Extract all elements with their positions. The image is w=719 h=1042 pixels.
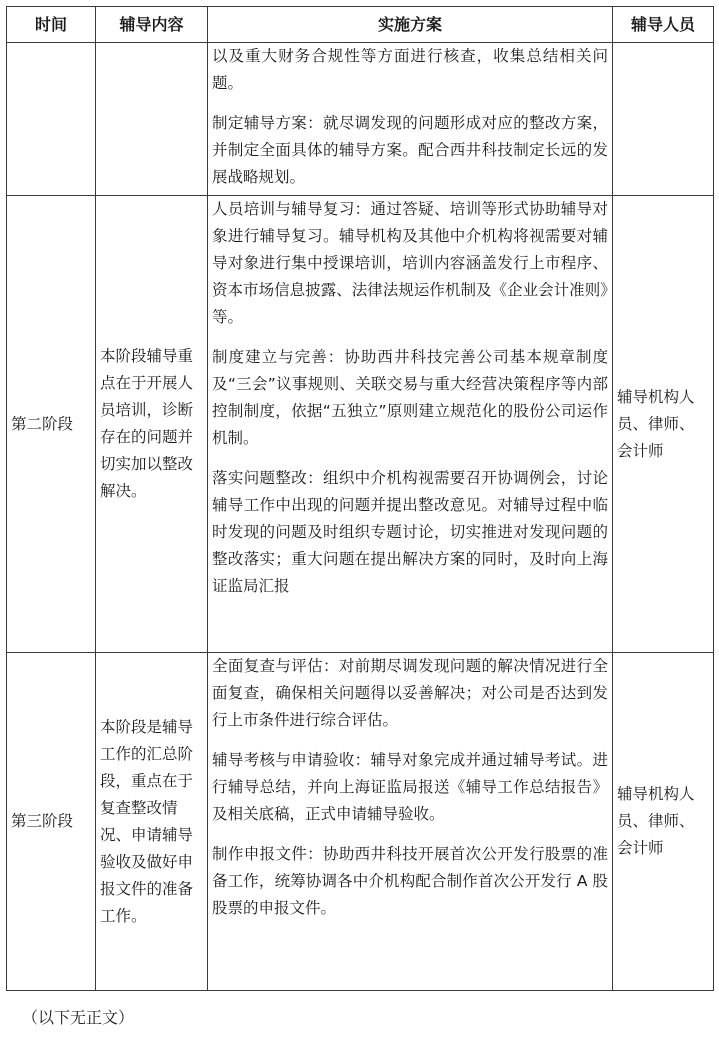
table-row	[7, 653, 714, 991]
stage-content-cell	[96, 43, 208, 196]
stage-content-cell: 本阶段是辅导工作的汇总阶段，重点在于复查整改情况、申请辅导验收及做好申报文件的准备工作。	[96, 653, 208, 991]
stage-staff-cell: 辅导机构人员、律师、会计师	[613, 196, 714, 653]
header-time: 时间	[7, 7, 96, 43]
stage-staff-cell: 辅导机构人员、律师、会计师	[613, 653, 714, 991]
header-content: 辅导内容	[96, 7, 208, 43]
plan-paragraph: 制度建立与完善：协助西井科技完善公司基本规章制度及“三会”议事规则、关联交易与重大经营决策程序等内部控制制度，依据“五独立”原则建立规范化的股份公司运作机制。	[212, 348, 608, 447]
plan-paragraph: 制作申报文件：协助西井科技开展首次公开发行股票的准备工作，统筹协调各中介机构配合制作首次公开发行 A 股股票的申报文件。	[212, 845, 608, 917]
table-row	[7, 196, 714, 653]
header-plan: 实施方案	[208, 7, 613, 43]
end-of-text-note: （以下无正文）	[22, 1008, 135, 1027]
plan-paragraph: 辅导考核与申请验收：辅导对象完成并通过辅导考试。进行辅导总结，并向上海证监局报送《辅导工作总结报告》及相关底稿，正式申请辅导验收。	[212, 751, 608, 823]
stage-plan-cell	[208, 196, 613, 653]
plan-paragraph: 制定辅导方案：就尽调发现的问题形成对应的整改方案，并制定全面具体的辅导方案。配合西井科技制定长远的发展战略规划。	[212, 114, 608, 186]
stage-staff-cell	[613, 43, 714, 196]
stage-content-cell: 本阶段辅导重点在于开展人员培训，诊断存在的问题并切实加以整改解决。	[96, 196, 208, 653]
plan-paragraph: 人员培训与辅导复习：通过答疑、培训等形式协助辅导对象进行辅导复习。辅导机构及其他中介机构将视需要对辅导对象进行集中授课培训，培训内容涵盖发行上市程序、资本市场信息披露、法律法规运作机制及《企业会计准则》等。	[212, 200, 608, 326]
stage-time-cell: 第三阶段	[7, 653, 96, 991]
plan-paragraph: 落实问题整改：组织中介机构视需要召开协调例会，讨论辅导工作中出现的问题并提出整改意见。对辅导过程中临时发现的问题及时组织专题讨论，切实推进对发现问题的整改落实；重大问题在提出解决方案的同时，及时向上海证监局汇报	[212, 469, 608, 595]
plan-paragraph: 以及重大财务合规性等方面进行核查，收集总结相关问题。	[212, 47, 608, 92]
plan-paragraph: 全面复查与评估：对前期尽调发现问题的解决情况进行全面复查，确保相关问题得以妥善解决；对公司是否达到发行上市条件进行综合评估。	[212, 657, 608, 729]
stage-time-cell	[7, 43, 96, 196]
counseling-plan-table	[6, 6, 714, 991]
stage-plan-cell	[208, 43, 613, 196]
table-header-row	[7, 7, 714, 43]
stage-time-cell: 第二阶段	[7, 196, 96, 653]
header-staff: 辅导人员	[613, 7, 714, 43]
stage-plan-cell	[208, 653, 613, 991]
table-row	[7, 43, 714, 196]
